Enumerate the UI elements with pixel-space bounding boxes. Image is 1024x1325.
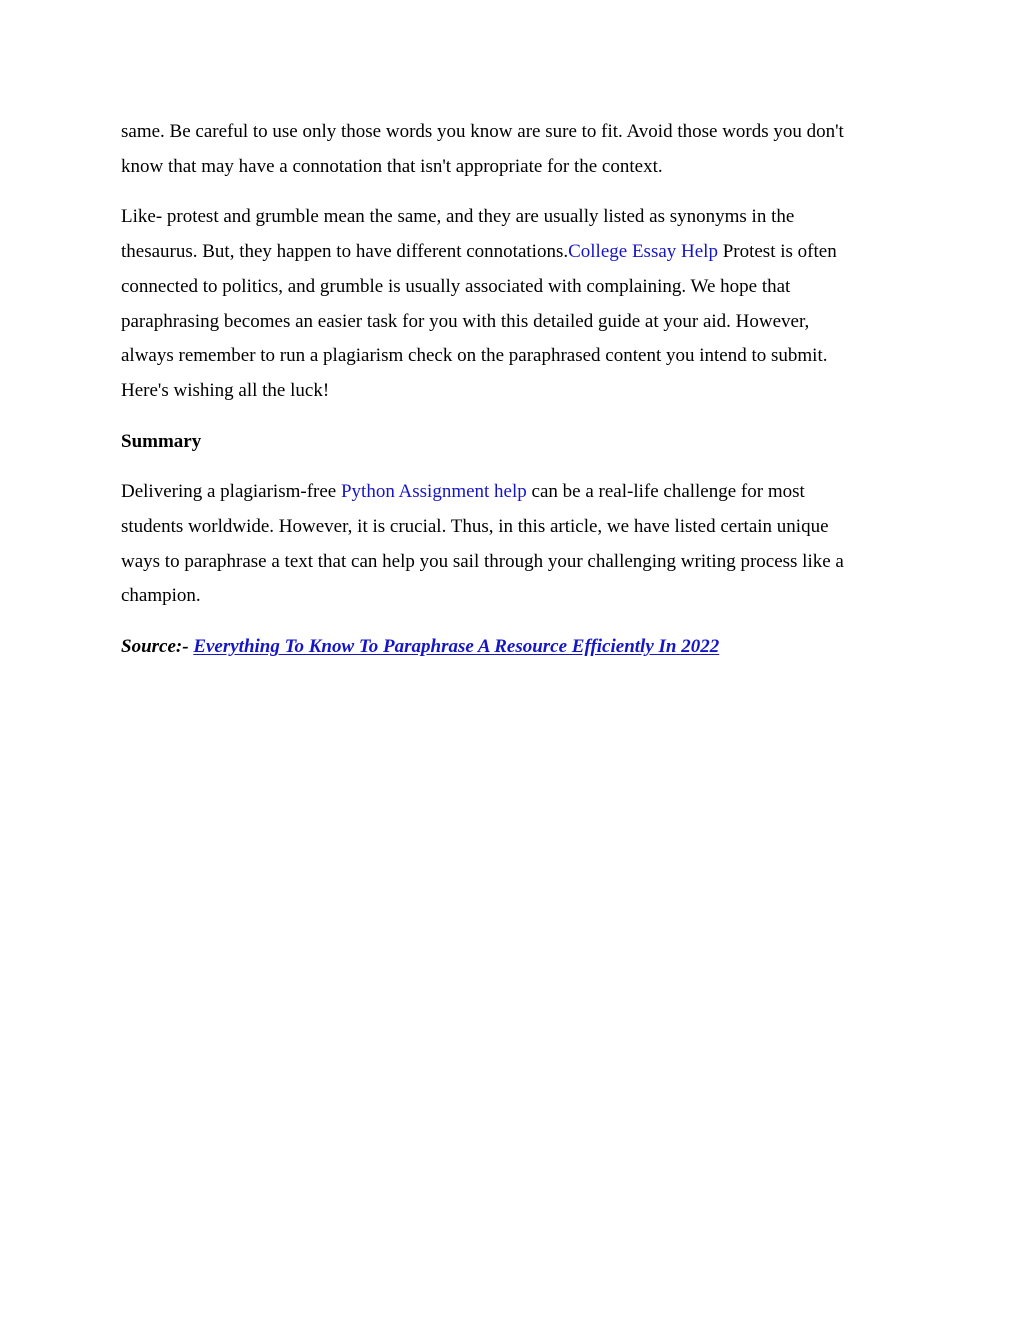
python-assignment-help-link[interactable]: Python Assignment help bbox=[340, 481, 527, 503]
text-segment: Delivering a plagiarism-free bbox=[121, 481, 341, 503]
text-segment: Protest is often bbox=[717, 241, 837, 263]
text-line: same. Be careful to use only those words you know are sure to fit. Avoid those words you don't bbox=[121, 121, 844, 142]
text-line bbox=[121, 475, 896, 510]
text-line: Here's wishing all the luck! bbox=[121, 379, 330, 401]
source-line bbox=[121, 630, 896, 665]
paragraph-connotations bbox=[121, 200, 896, 408]
text-line: connected to politics, and grumble is usually associated with complaining. We hope that bbox=[121, 275, 791, 297]
text-line: always remember to run a plagiarism check on the paraphrased content you intend to submit. bbox=[121, 345, 828, 367]
text-line: champion. bbox=[121, 585, 201, 607]
source-label: Source:- bbox=[121, 636, 194, 658]
document-body bbox=[121, 115, 896, 681]
paragraph-summary bbox=[121, 475, 896, 614]
paragraph-word-choice bbox=[121, 115, 896, 184]
text-segment: can be a real-life challenge for most bbox=[526, 481, 805, 503]
source-article-link[interactable]: Everything To Know To Paraphrase A Resource Efficiently In 2022 bbox=[193, 636, 720, 658]
text-line: paraphrasing becomes an easier task for you with this detailed guide at your aid. However, bbox=[121, 310, 810, 332]
text-line: know that may have a connotation that isn't appropriate for the context. bbox=[121, 155, 663, 177]
text-segment: thesaurus. But, they happen to have different connotations. bbox=[121, 241, 569, 263]
text-line: ways to paraphrase a text that can help you sail through your challenging writing process like a bbox=[121, 550, 844, 572]
college-essay-help-link[interactable]: College Essay Help bbox=[568, 241, 718, 263]
summary-heading: Summary bbox=[121, 430, 202, 452]
text-line bbox=[121, 235, 896, 270]
text-line: students worldwide. However, it is crucial. Thus, in this article, we have listed certain unique bbox=[121, 516, 829, 538]
text-line: Like- protest and grumble mean the same, and they are usually listed as synonyms in the bbox=[121, 206, 795, 228]
